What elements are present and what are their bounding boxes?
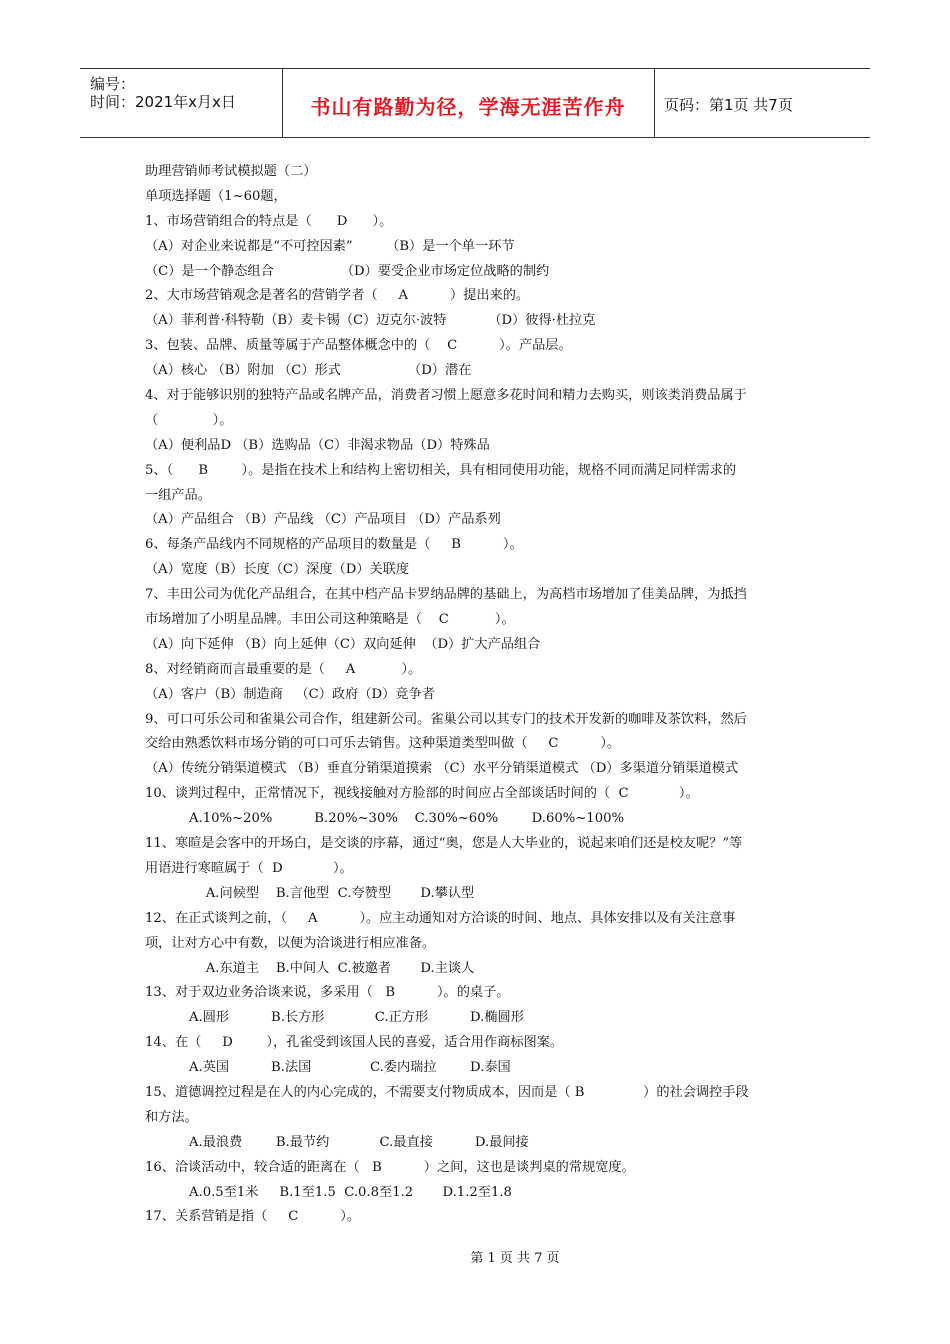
text-line: （A）传统分销渠道模式 （B）垂直分销渠道摸索 （C）水平分销渠道模式 （D）多渠道分销渠道模式	[145, 761, 739, 777]
text-line: （A）客户（B）制造商 （C）政府（D）竞争者	[145, 686, 435, 702]
text-line: 1、市场营销组合的特点是（ D ）。	[145, 213, 393, 229]
text-line: 一组产品。	[145, 487, 211, 503]
text-line: 市场增加了小明星品牌。丰田公司这种策略是（ C ）。	[145, 612, 515, 628]
text-line: （C）是一个静态组合 （D）要受企业市场定位战略的制约	[145, 263, 550, 279]
text-line: A.0.5至1米 B.1至1.5 C.0.8至1.2 D.1.2至1.8	[189, 1184, 512, 1200]
text-line: 10、谈判过程中，正常情况下，视线接触对方脸部的时间应占全部谈话时间的（ C ）。	[145, 786, 699, 802]
text-line: 15、道德调控过程是在人的内心完成的，不需要支付物质成本，因而是（ B ）的社会调控手段	[145, 1084, 749, 1100]
text-line: 交给由熟悉饮料市场分销的可口可乐去销售。这种渠道类型叫做（ C ）。	[145, 736, 621, 752]
text-line: 用语进行寒暄属于（ D ）。	[145, 860, 353, 876]
document-body	[145, 160, 810, 1230]
text-line: （A）菲利普·科特勒（B）麦卡锡（C）迈克尔·波特 （D）彼得·杜拉克	[145, 313, 596, 329]
header-right-cell	[654, 69, 870, 137]
text-line: 2、大市场营销观念是著名的营销学者（ A ）提出来的。	[145, 288, 530, 304]
text-line: 13、对于双边业务洽谈来说，多采用（ B ）。的桌子。	[145, 985, 510, 1001]
text-line: 3、包装、品牌、质量等属于产品整体概念中的（ C ）。产品层。	[145, 338, 572, 354]
text-line: 4、对于能够识别的独特产品或名牌产品，消费者习惯上愿意多花时间和精力去购买，则该类消费品属于	[145, 388, 747, 404]
text-line: 7、丰田公司为优化产品组合，在其中档产品卡罗纳品牌的基础上，为高档市场增加了佳美品牌，为抵挡	[145, 587, 747, 603]
text-line: 项，让对方心中有数，以便为洽谈进行相应准备。	[145, 935, 436, 951]
text-line: 17、关系营销是指（ C ）。	[145, 1209, 361, 1225]
text-line: A.英国 B.法国 C.委内瑞拉 D.泰国	[189, 1060, 511, 1076]
doc-number-label: 编号：	[90, 75, 136, 93]
text-line: 16、洽谈活动中，较合适的距离在（ B ）之间，这也是谈判桌的常规宽度。	[145, 1159, 635, 1175]
text-line: 单项选择题（1~60题，	[145, 188, 287, 204]
text-line: （A）宽度（B）长度（C）深度（D）关联度	[145, 562, 410, 578]
doc-time-label: 时间：2021年x月x日	[90, 93, 236, 111]
header-middle-cell	[282, 69, 655, 137]
text-line: （A）对企业来说都是“不可控因素” （B）是一个单一环节	[145, 238, 515, 254]
text-line: （A）向下延伸 （B）向上延伸（C）双向延伸 （D）扩大产品组合	[145, 636, 541, 652]
text-line: A.圆形 B.长方形 C.正方形 D.椭圆形	[189, 1010, 524, 1026]
text-line: 14、在（ D ），孔雀受到该国人民的喜爱，适合用作商标图案。	[145, 1035, 564, 1051]
text-line: 6、每条产品线内不同规格的产品项目的数量是（ B ）。	[145, 537, 523, 553]
text-line: 和方法。	[145, 1109, 198, 1125]
page-footer: 第 1 页 共 7 页	[470, 1251, 560, 1266]
header-left-cell	[80, 69, 283, 137]
text-line: （A）核心 （B）附加 （C）形式 （D）潜在	[145, 363, 472, 379]
text-line: A.10%~20% B.20%~30% C.30%~60% D.60%~100%	[189, 811, 625, 827]
text-line: （A）便利品D （B）选购品（C）非渴求物品（D）特殊品	[145, 437, 490, 453]
text-line: 助理营销师考试模拟题（二）	[145, 164, 317, 179]
header-page-info: 页码：第1页 共7页	[664, 96, 793, 114]
text-line: 5、（ B ）。是指在技术上和结构上密切相关，具有相同使用功能，规格不同而满足同样需求的	[145, 462, 737, 478]
header-motto: 书山有路勤为径，学海无涯苦作舟	[310, 95, 626, 119]
text-line: 12、在正式谈判之前，（ A ）。应主动通知对方洽谈的时间、地点、具体安排以及有关注意事	[145, 910, 736, 926]
page-header	[80, 68, 870, 138]
text-line: A.问候型 B.言他型 C.夸赞型 D.攀认型	[189, 885, 475, 901]
text-line: （A）产品组合 （B）产品线 （C）产品项目 （D）产品系列	[145, 512, 501, 528]
text-line: 9、可口可乐公司和雀巢公司合作，组建新公司。雀巢公司以其专门的技术开发新的咖啡及茶饮料，然后	[145, 711, 747, 727]
text-line: 11、寒暄是会客中的开场白，是交谈的序幕，通过“奥，您是人大毕业的，说起来咱们还是校友呢？”等	[145, 836, 743, 852]
text-line: A.最浪费 B.最节约 C.最直接 D.最间接	[189, 1134, 529, 1150]
text-line: （ ）。	[145, 412, 233, 428]
text-line: 8、对经销商而言最重要的是（ A ）。	[145, 661, 422, 677]
text-line: A.东道主 B.中间人 C.被邀者 D.主谈人	[189, 960, 475, 976]
